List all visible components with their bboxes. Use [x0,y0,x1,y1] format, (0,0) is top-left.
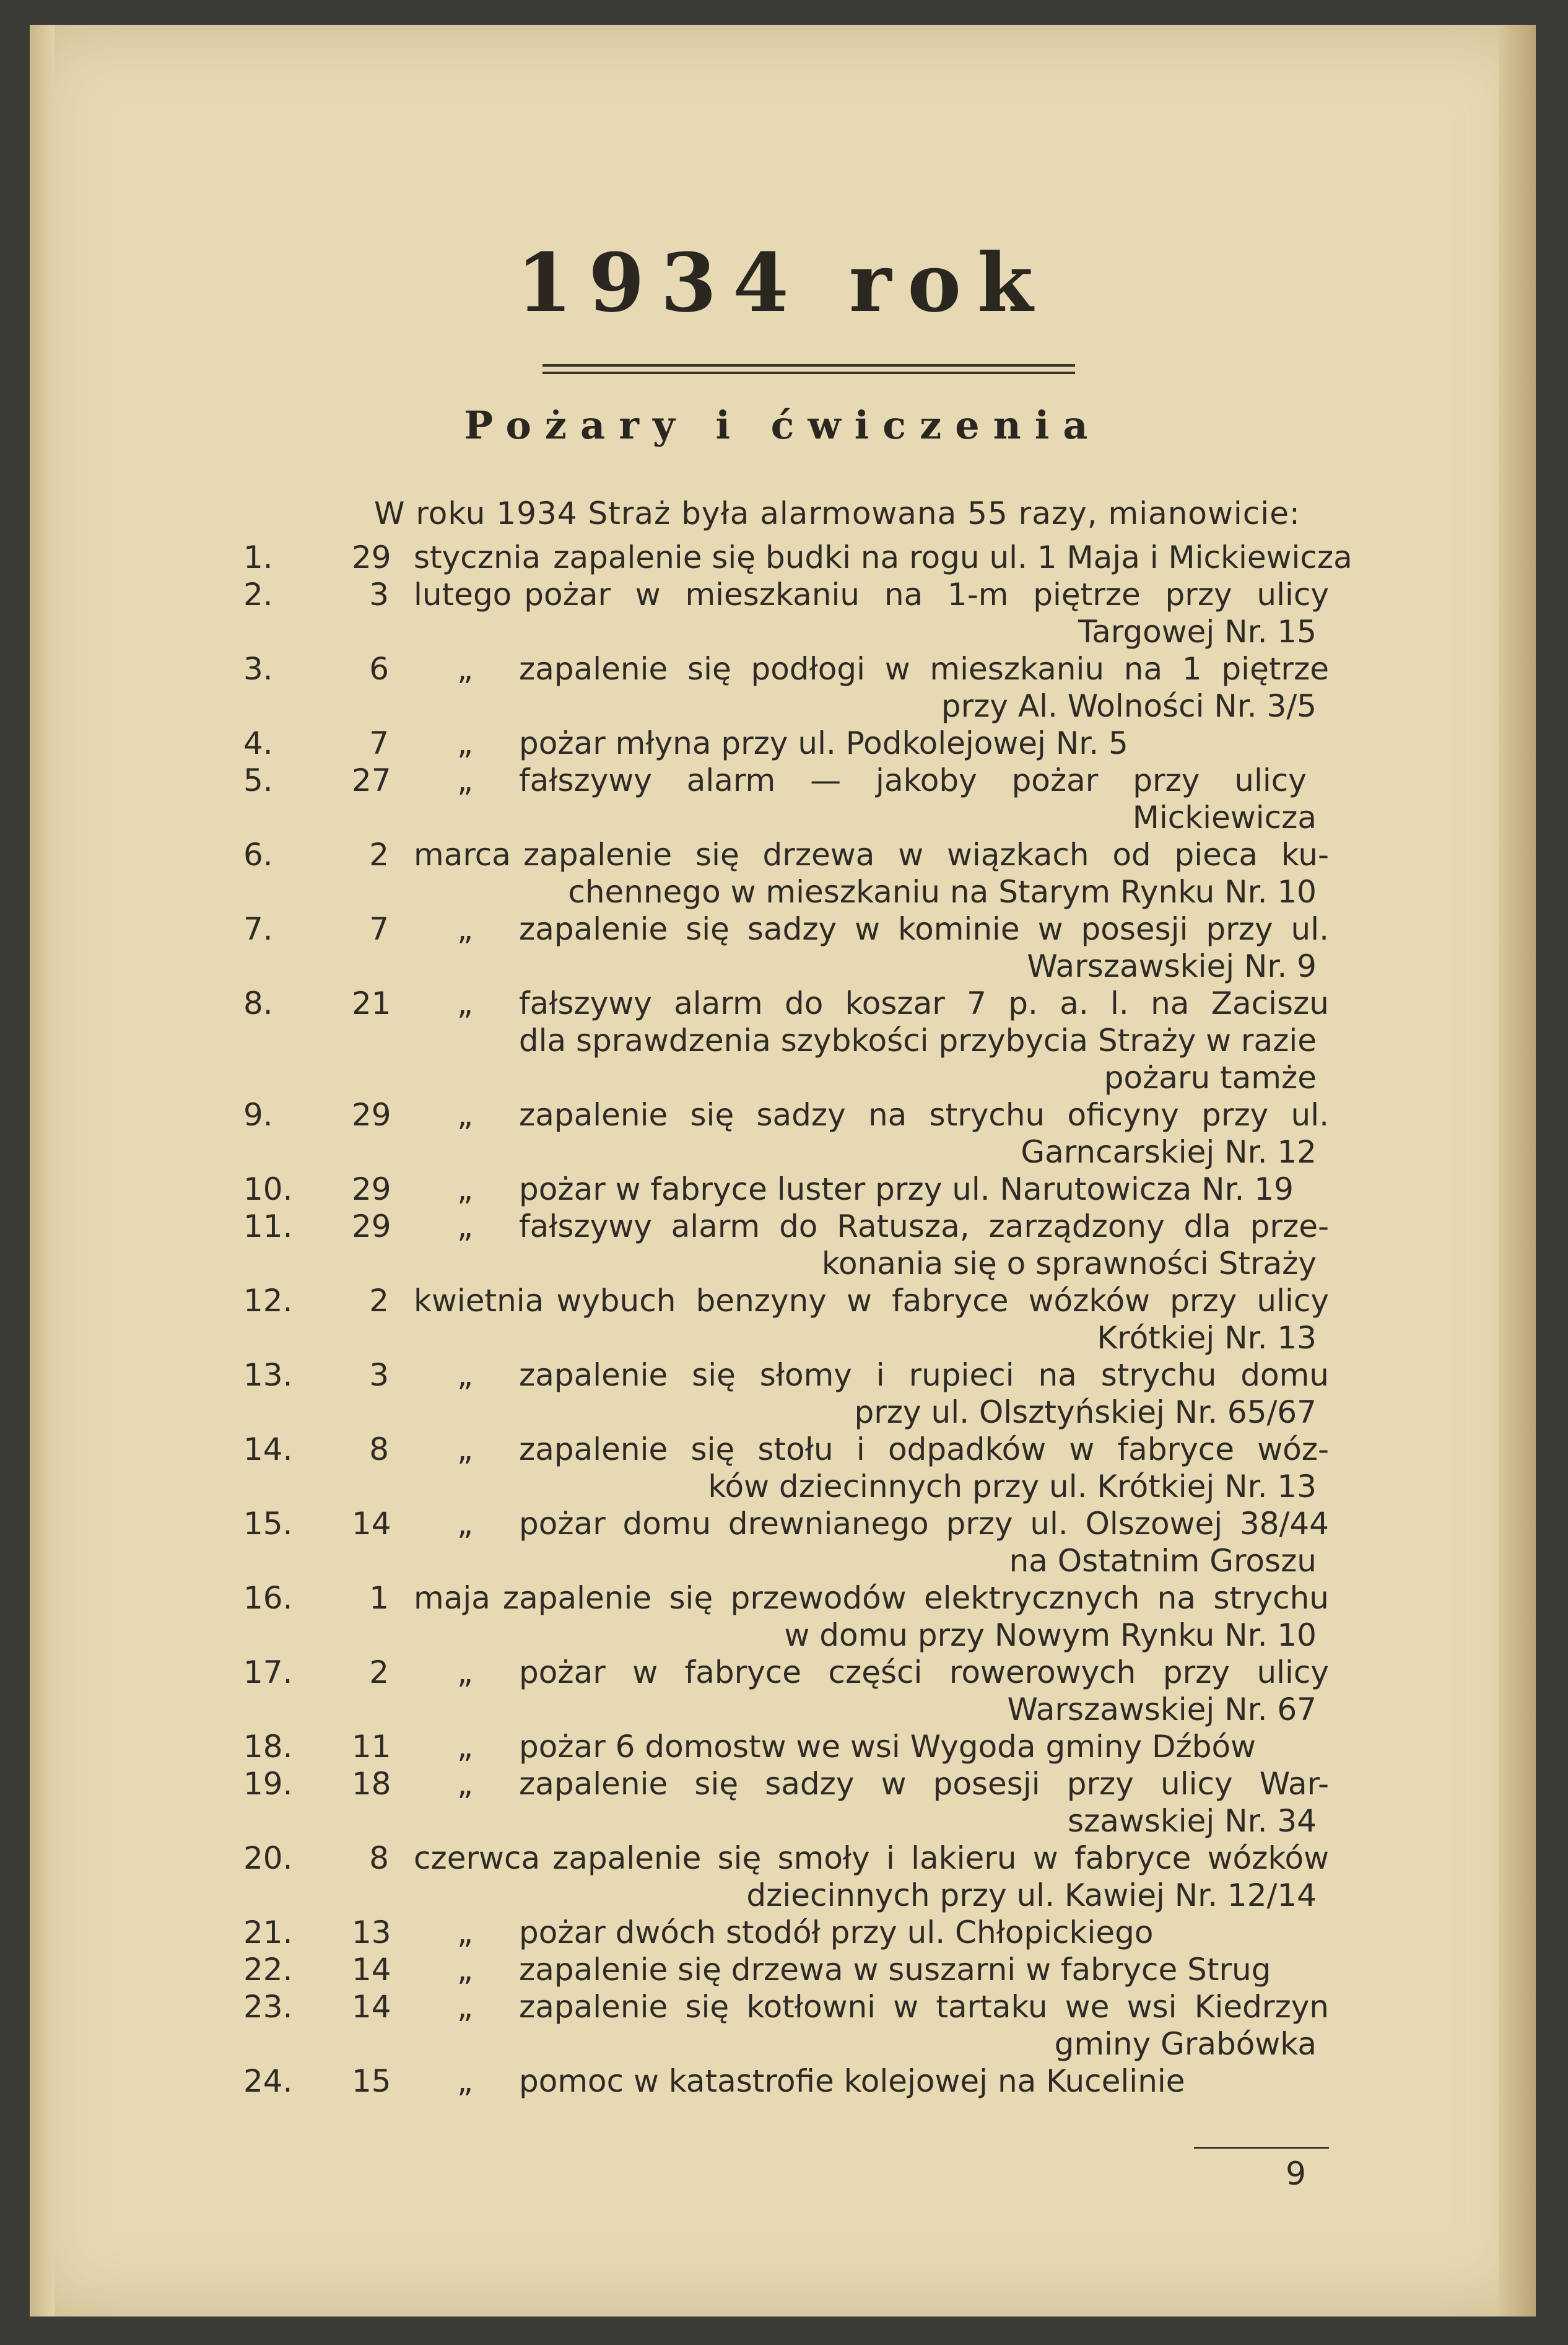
list-item-continuation [30,1245,1536,1282]
item-description: pożar domu drewnianego przy ul. Olszowej 38/44 [519,1506,1329,1542]
list-item [30,762,1536,799]
book-page [30,25,1536,2317]
page-subtitle: Pożary i ćwiczenia [464,403,1102,448]
item-description: pożar w fabryce części rowerowych przy ulicy [519,1654,1329,1690]
list-item [30,650,1536,688]
item-number: 24. [243,2063,293,2099]
item-number: 7. [243,911,273,947]
item-description: zapalenie się budki na rogu ul. 1 Maja i Mickiewicza [553,539,1352,575]
item-ditto-mark: „ [457,985,473,1021]
list-item-continuation [30,1319,1536,1356]
item-ditto-mark: „ [457,725,473,761]
item-description-continued: dla sprawdzenia szybkości przybycia Straży w razie [518,1023,1317,1059]
item-ditto-mark: „ [457,1357,473,1393]
list-item [30,2063,1536,2100]
list-item-continuation [30,688,1536,725]
item-description: zapalenie się smoły i lakieru w fabryce wózków [552,1840,1329,1876]
list-item [30,1282,1536,1319]
list-item [30,725,1536,762]
list-item-continuation [30,1617,1536,1654]
item-description: pożar w mieszkaniu na 1-m piętrze przy ulicy [524,577,1329,613]
list-item-continuation [30,1877,1536,1914]
list-item-continuation [30,948,1536,985]
item-ditto-mark: „ [457,2063,473,2099]
item-description: wybuch benzyny w fabryce wózków przy ulicy [556,1283,1329,1319]
item-day: 8 [369,1431,389,1467]
list-item-continuation [30,799,1536,836]
item-number: 2. [243,577,273,613]
list-item [30,1728,1536,1765]
item-description-continued: przy ul. Olsztyńskiej Nr. 65/67 [854,1394,1317,1430]
item-ditto-mark: „ [457,1989,473,2025]
item-day: 7 [369,911,389,947]
item-number: 11. [243,1208,293,1244]
list-item [30,1356,1536,1394]
list-item [30,1951,1536,1988]
item-description: zapalenie się sadzy w posesji przy ulicy War- [519,1766,1329,1802]
item-number: 17. [243,1654,293,1690]
item-description: fałszywy alarm do koszar 7 p. a. l. na Zaciszu [519,985,1329,1021]
item-description: pożar dwóch stodół przy ul. Chłopickiego [519,1915,1154,1950]
list-item [30,1505,1536,1542]
item-number: 19. [243,1766,293,1802]
item-description: pożar młyna przy ul. Podkolejowej Nr. 5 [519,725,1128,761]
item-day: 27 [352,762,391,798]
list-item-continuation [30,1468,1536,1505]
item-month: stycznia [414,539,541,575]
item-ditto-mark: „ [457,1729,473,1765]
item-month: maja [414,1580,490,1616]
item-day: 2 [369,1654,389,1690]
list-item [30,836,1536,873]
item-number: 13. [243,1357,293,1393]
list-item-continuation [30,613,1536,650]
item-description-continued: ków dziecinnych przy ul. Krótkiej Nr. 13 [708,1469,1317,1504]
list-item [30,985,1536,1022]
item-day: 8 [369,1840,389,1876]
incident-list [30,25,1536,2317]
item-day: 15 [352,2063,391,2099]
item-number: 8. [243,985,273,1021]
item-number: 21. [243,1915,293,1950]
item-description-continued: Targowej Nr. 15 [1078,614,1317,650]
list-item [30,1096,1536,1133]
list-item [30,1840,1536,1877]
item-number: 12. [243,1283,293,1319]
item-ditto-mark: „ [457,1766,473,1802]
item-description: fałszywy alarm do Ratusza, zarządzony dla prze- [519,1208,1329,1244]
list-item [30,1208,1536,1245]
item-number: 3. [243,651,273,687]
footer-rule [1194,2147,1329,2149]
item-number: 10. [243,1171,293,1207]
list-item [30,1431,1536,1468]
item-description: zapalenie się sadzy na strychu oficyny przy ul. [519,1097,1329,1133]
item-ditto-mark: „ [457,1915,473,1950]
item-ditto-mark: „ [457,1097,473,1133]
list-item-continuation [30,2025,1536,2063]
list-item-continuation [30,1059,1536,1096]
item-day: 18 [352,1766,391,1802]
list-item-continuation [30,1133,1536,1171]
item-description-continued: dziecinnych przy ul. Kawiej Nr. 12/14 [746,1877,1317,1913]
item-description: zapalenie się kotłowni w tartaku we wsi Kiedrzyn [519,1989,1329,2025]
list-item-continuation [30,1022,1536,1059]
item-day: 21 [352,985,391,1021]
item-day: 2 [369,837,389,873]
item-description-continued: chennego w mieszkaniu na Starym Rynku Nr. 10 [568,874,1317,910]
item-description-continued: Warszawskiej Nr. 9 [1027,948,1317,984]
list-item-continuation [30,1394,1536,1431]
list-item [30,1765,1536,1802]
item-ditto-mark: „ [457,1171,473,1207]
page-title: 1934 rok [516,235,1050,330]
item-month: czerwca [414,1840,541,1876]
item-description-continued: Mickiewicza [1132,800,1317,836]
item-month: lutego [414,577,512,613]
list-item-continuation [30,1542,1536,1579]
item-description: pomoc w katastrofie kolejowej na Kucelinie [519,2063,1185,2099]
item-description-continued: pożaru tamże [1104,1060,1317,1096]
item-description: zapalenie się sadzy w kominie w posesji przy ul. [519,911,1329,947]
item-ditto-mark: „ [457,762,473,798]
list-item [30,539,1536,576]
item-number: 6. [243,837,273,873]
list-item-continuation [30,1691,1536,1728]
item-description: zapalenie się drzewa w suszarni w fabryce Strug [519,1952,1271,1988]
list-item-continuation [30,1802,1536,1840]
item-month: marca [414,837,511,873]
item-description-continued: Garncarskiej Nr. 12 [1021,1134,1317,1170]
item-day: 7 [369,725,389,761]
item-description: zapalenie się przewodów elektrycznych na strychu [502,1580,1329,1616]
item-description-continued: na Ostatnim Groszu [1009,1543,1317,1579]
item-number: 20. [243,1840,293,1876]
item-description-continued: szawskiej Nr. 34 [1067,1803,1317,1839]
item-ditto-mark: „ [457,1952,473,1988]
item-day: 14 [352,1989,391,2025]
item-day: 29 [352,539,391,575]
item-description-continued: gminy Grabówka [1054,2026,1317,2062]
item-day: 13 [352,1915,391,1950]
item-number: 16. [243,1580,293,1616]
item-description-continued: konania się o sprawności Straży [821,1246,1317,1282]
item-ditto-mark: „ [457,1654,473,1690]
item-number: 14. [243,1431,293,1467]
item-description: zapalenie się stołu i odpadków w fabryce wóz- [519,1431,1329,1467]
item-description-continued: w domu przy Nowym Rynku Nr. 10 [784,1617,1317,1653]
item-number: 18. [243,1729,293,1765]
list-item-continuation [30,873,1536,910]
list-item [30,1579,1536,1617]
item-description: pożar 6 domostw we wsi Wygoda gminy Dźbów [519,1729,1256,1765]
list-item [30,1654,1536,1691]
item-day: 29 [352,1208,391,1244]
item-number: 15. [243,1506,293,1542]
item-day: 11 [352,1729,391,1765]
item-day: 1 [369,1580,389,1616]
item-day: 29 [352,1171,391,1207]
item-description: pożar w fabryce luster przy ul. Narutowicza Nr. 19 [519,1171,1294,1207]
item-description: zapalenie się podłogi w mieszkaniu na 1 piętrze [519,651,1329,687]
list-item [30,576,1536,613]
item-day: 14 [352,1506,391,1542]
item-number: 4. [243,725,273,761]
item-day: 3 [369,1357,389,1393]
item-number: 5. [243,762,273,798]
item-day: 2 [369,1283,389,1319]
item-day: 6 [369,651,389,687]
item-number: 23. [243,1989,293,2025]
item-description: zapalenie się słomy i rupieci na strychu domu [519,1357,1329,1393]
item-ditto-mark: „ [457,1431,473,1467]
item-day: 3 [369,577,389,613]
item-description: zapalenie się drzewa w wiązkach od pieca ku- [523,837,1329,873]
item-number: 22. [243,1952,293,1988]
page-number: 9 [1286,2155,1307,2193]
list-item [30,910,1536,948]
item-ditto-mark: „ [457,1208,473,1244]
item-ditto-mark: „ [457,911,473,947]
item-day: 29 [352,1097,391,1133]
list-item [30,1171,1536,1208]
list-item [30,1988,1536,2025]
item-description-continued: Warszawskiej Nr. 67 [1007,1692,1317,1727]
item-ditto-mark: „ [457,651,473,687]
item-description-continued: przy Al. Wolności Nr. 3/5 [941,688,1317,724]
item-day: 14 [352,1952,391,1988]
item-ditto-mark: „ [457,1506,473,1542]
item-month: kwietnia [414,1283,544,1319]
item-number: 9. [243,1097,273,1133]
intro-paragraph: W roku 1934 Straż była alarmowana 55 razy, mianowicie: [374,496,1300,531]
item-description-continued: Krótkiej Nr. 13 [1097,1320,1317,1356]
item-number: 1. [243,539,273,575]
item-description: fałszywy alarm — jakoby pożar przy ulicy [519,762,1307,798]
list-item [30,1914,1536,1951]
